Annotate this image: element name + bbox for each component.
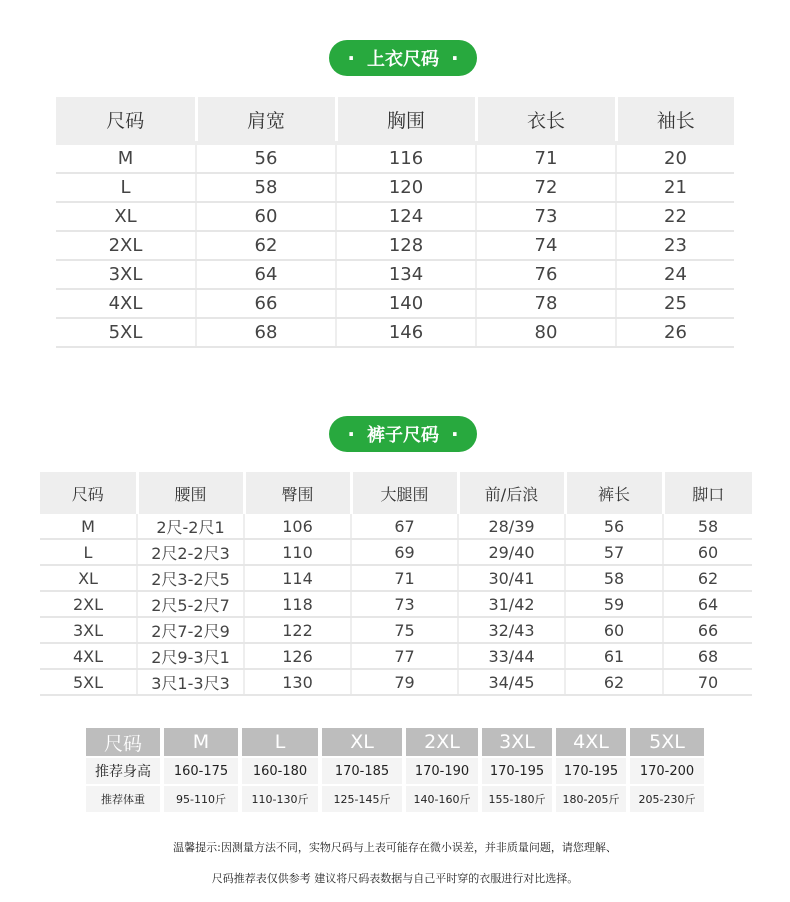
header-cell: 尺码 (56, 97, 196, 143)
table-cell: 2尺2-2尺3 (137, 539, 244, 565)
table-cell: XL (40, 565, 137, 591)
table-cell: 2尺7-2尺9 (137, 617, 244, 643)
table-cell: 75 (351, 617, 458, 643)
table-cell: 155-180斤 (482, 784, 556, 812)
table-cell: 170-190 (406, 756, 482, 784)
table-cell: 64 (663, 591, 752, 617)
table-header-row (86, 728, 704, 756)
bullet-dot-icon: · (451, 46, 459, 70)
table-cell: 5XL (56, 318, 196, 347)
header-cell: M (164, 728, 242, 756)
table-header-row (56, 97, 734, 143)
pants-section-title (329, 416, 477, 452)
table-cell: 72 (476, 173, 616, 202)
header-cell: XL (322, 728, 406, 756)
table-cell: 60 (565, 617, 663, 643)
table-row (56, 260, 734, 289)
table-cell: 3XL (56, 260, 196, 289)
header-cell: 肩宽 (196, 97, 336, 143)
table-row (56, 289, 734, 318)
table-cell: 140-160斤 (406, 784, 482, 812)
table-cell: 5XL (40, 669, 137, 695)
table-cell: 76 (476, 260, 616, 289)
table-cell: L (56, 173, 196, 202)
table-cell: 134 (336, 260, 476, 289)
table-cell: 125-145斤 (322, 784, 406, 812)
recommended-size-table (86, 728, 704, 812)
table-cell: M (40, 514, 137, 539)
table-cell: 62 (196, 231, 336, 260)
table-cell: 126 (244, 643, 351, 669)
tops-size-table (56, 97, 734, 348)
table-cell: 68 (196, 318, 336, 347)
table-cell: 2尺3-2尺5 (137, 565, 244, 591)
size-reference-note: 尺码推荐表仅供参考 建议将尺码表数据与自己平时穿的衣服进行对比选择。 (211, 872, 579, 885)
table-cell: 170-200 (630, 756, 704, 784)
table-cell: 62 (565, 669, 663, 695)
table-cell: 30/41 (458, 565, 565, 591)
table-cell: 22 (616, 202, 734, 231)
table-cell: 122 (244, 617, 351, 643)
table-cell: 130 (244, 669, 351, 695)
table-cell: 106 (244, 514, 351, 539)
table-cell: 128 (336, 231, 476, 260)
size-disclaimer-note: 温馨提示:因测量方法不同，实物尺码与上表可能存在微小误差，并非质量问题，请您理解、 (173, 841, 617, 854)
table-cell: 4XL (40, 643, 137, 669)
table-row (40, 617, 752, 643)
table-cell: 26 (616, 318, 734, 347)
table-cell: M (56, 143, 196, 173)
header-cell: 脚口 (663, 472, 752, 514)
table-cell: 56 (565, 514, 663, 539)
header-cell: 前/后浪 (458, 472, 565, 514)
table-cell: 118 (244, 591, 351, 617)
table-cell: 28/39 (458, 514, 565, 539)
header-cell: 3XL (482, 728, 556, 756)
table-cell: 33/44 (458, 643, 565, 669)
table-row (40, 669, 752, 695)
table-cell: 61 (565, 643, 663, 669)
table-cell: XL (56, 202, 196, 231)
bullet-dot-icon: · (451, 422, 459, 446)
table-cell: 59 (565, 591, 663, 617)
table-cell: 74 (476, 231, 616, 260)
table-cell: 20 (616, 143, 734, 173)
table-row (56, 143, 734, 173)
table-cell: 140 (336, 289, 476, 318)
table-cell: 73 (476, 202, 616, 231)
table-cell: 71 (476, 143, 616, 173)
table-cell: 58 (663, 514, 752, 539)
pants-size-table (40, 472, 752, 696)
table-row (40, 539, 752, 565)
bullet-dot-icon: · (347, 46, 355, 70)
table-row (40, 591, 752, 617)
table-cell: 3XL (40, 617, 137, 643)
table-cell: 69 (351, 539, 458, 565)
table-row (56, 318, 734, 347)
table-cell: 25 (616, 289, 734, 318)
table-cell: 21 (616, 173, 734, 202)
row-label: 推荐身高 (86, 756, 164, 784)
table-cell: 2XL (56, 231, 196, 260)
table-cell: 32/43 (458, 617, 565, 643)
table-header-row (40, 472, 752, 514)
header-cell: 胸围 (336, 97, 476, 143)
header-cell: 腰围 (137, 472, 244, 514)
tops-title-text: 上衣尺码 (367, 49, 439, 70)
table-cell: 116 (336, 143, 476, 173)
recommended-height-row (86, 756, 704, 784)
table-cell: 67 (351, 514, 458, 539)
table-cell: 56 (196, 143, 336, 173)
header-cell: 裤长 (565, 472, 663, 514)
table-cell: 24 (616, 260, 734, 289)
header-cell: L (242, 728, 322, 756)
table-cell: 80 (476, 318, 616, 347)
table-row (56, 231, 734, 260)
table-cell: 2尺9-3尺1 (137, 643, 244, 669)
table-cell: 78 (476, 289, 616, 318)
table-cell: 79 (351, 669, 458, 695)
table-cell: 95-110斤 (164, 784, 242, 812)
table-cell: 146 (336, 318, 476, 347)
table-cell: 120 (336, 173, 476, 202)
table-cell: 124 (336, 202, 476, 231)
bullet-dot-icon: · (347, 422, 355, 446)
table-cell: 58 (565, 565, 663, 591)
row-label: 推荐体重 (86, 784, 164, 812)
table-cell: 170-195 (482, 756, 556, 784)
table-cell: 2尺-2尺1 (137, 514, 244, 539)
table-cell: 60 (196, 202, 336, 231)
table-row (40, 565, 752, 591)
table-cell: 160-175 (164, 756, 242, 784)
table-cell: 60 (663, 539, 752, 565)
recommended-weight-row (86, 784, 704, 812)
table-cell: 77 (351, 643, 458, 669)
tops-section-title (329, 40, 477, 76)
table-cell: 58 (196, 173, 336, 202)
table-cell: 71 (351, 565, 458, 591)
table-cell: 170-195 (556, 756, 630, 784)
table-row (56, 202, 734, 231)
header-cell: 袖长 (616, 97, 734, 143)
header-cell: 大腿围 (351, 472, 458, 514)
table-cell: 114 (244, 565, 351, 591)
header-cell: 4XL (556, 728, 630, 756)
table-cell: 62 (663, 565, 752, 591)
table-cell: 110-130斤 (242, 784, 322, 812)
table-cell: 57 (565, 539, 663, 565)
header-cell: 5XL (630, 728, 704, 756)
table-cell: 4XL (56, 289, 196, 318)
table-cell: 205-230斤 (630, 784, 704, 812)
table-cell: 64 (196, 260, 336, 289)
table-cell: L (40, 539, 137, 565)
header-cell: 尺码 (40, 472, 137, 514)
table-cell: 3尺1-3尺3 (137, 669, 244, 695)
header-cell: 2XL (406, 728, 482, 756)
table-cell: 31/42 (458, 591, 565, 617)
table-row (40, 643, 752, 669)
table-cell: 170-185 (322, 756, 406, 784)
table-row (56, 173, 734, 202)
table-cell: 160-180 (242, 756, 322, 784)
table-cell: 66 (196, 289, 336, 318)
table-cell: 23 (616, 231, 734, 260)
header-cell: 臀围 (244, 472, 351, 514)
pants-title-text: 裤子尺码 (367, 425, 439, 446)
table-cell: 70 (663, 669, 752, 695)
table-cell: 29/40 (458, 539, 565, 565)
table-cell: 34/45 (458, 669, 565, 695)
table-cell: 110 (244, 539, 351, 565)
table-cell: 180-205斤 (556, 784, 630, 812)
table-row (40, 514, 752, 539)
table-cell: 2尺5-2尺7 (137, 591, 244, 617)
table-cell: 68 (663, 643, 752, 669)
table-cell: 2XL (40, 591, 137, 617)
header-cell: 尺码 (86, 728, 164, 756)
table-cell: 66 (663, 617, 752, 643)
table-cell: 73 (351, 591, 458, 617)
header-cell: 衣长 (476, 97, 616, 143)
